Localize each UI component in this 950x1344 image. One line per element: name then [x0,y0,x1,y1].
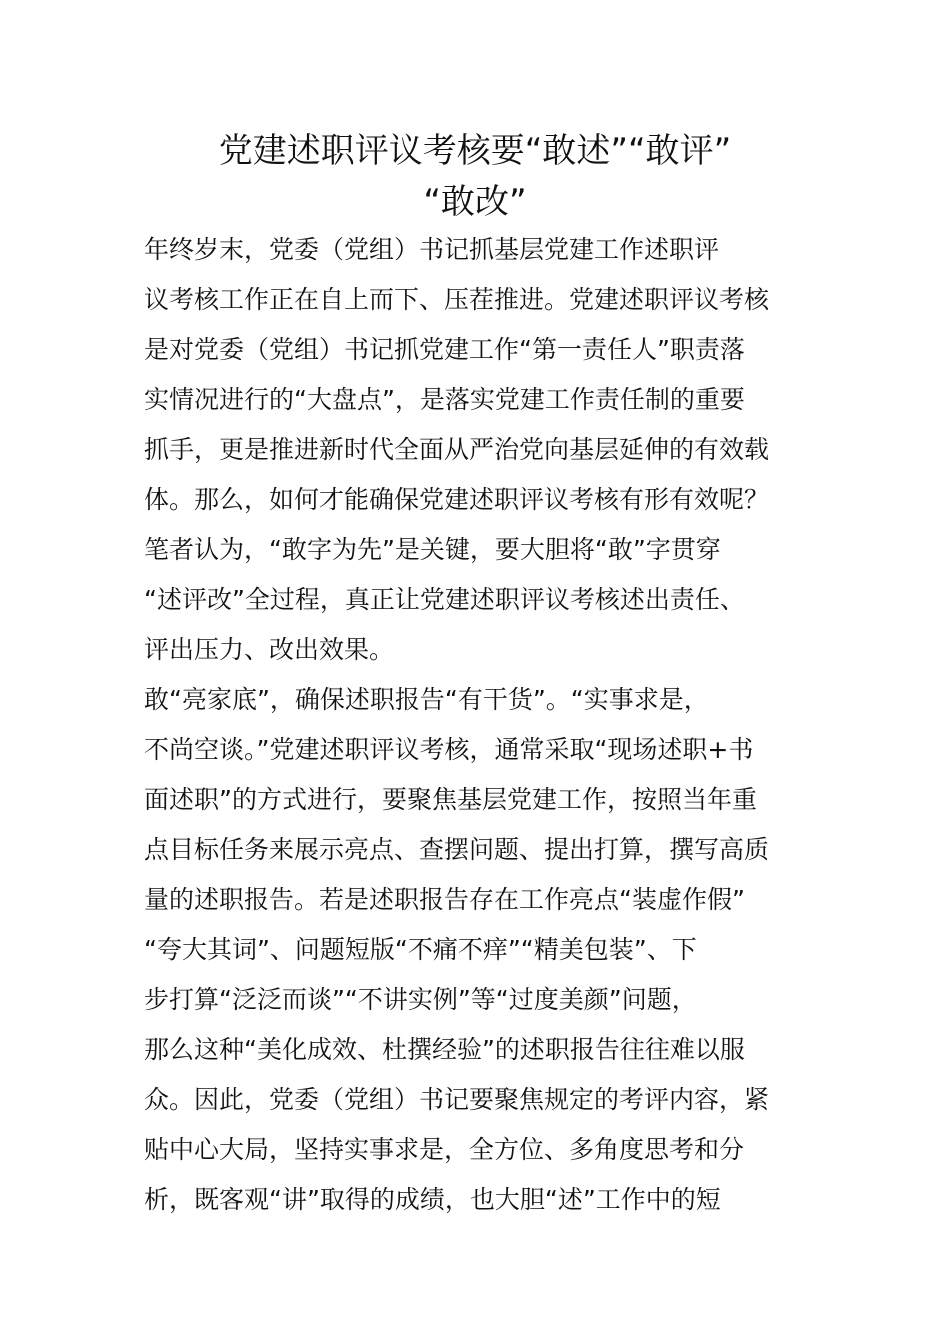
paragraph-line: 敢“亮家底”，确保述职报告“有干货”。“实事求是， [144,685,709,714]
document-title-line-2: “敢改” [423,182,527,222]
paragraph-line: 众。因此，党委（党组）书记要聚焦规定的考评内容，紧 [144,1085,770,1114]
paragraph-line: 笔者认为，“敢字为先”是关键，要大胆将“敢”字贯穿 [144,535,721,564]
paragraph-line: 不尚空谈。”党建述职评议考核，通常采取“现场述职+书 [144,735,754,764]
paragraph-line: 议考核工作正在自上而下、压茬推进。党建述职评议考核 [144,285,770,314]
paragraph-line: 评出压力、改出效果。 [144,635,395,664]
paragraph-line: 抓手，更是推进新时代全面从严治党向基层延伸的有效载 [144,435,770,464]
paragraph-line: 量的述职报告。若是述职报告存在工作亮点“装虚作假” [144,885,745,914]
document-title-line-1: 党建述职评议考核要“敢述”“敢评” [218,131,732,171]
paragraph-line: 析，既客观“讲”取得的成绩，也大胆“述”工作中的短 [144,1185,721,1214]
paragraph-line: 是对党委（党组）书记抓党建工作“第一责任人”职责落 [144,335,745,364]
paragraph-line: 点目标任务来展示亮点、查摆问题、提出打算，撰写高质 [144,835,770,864]
paragraph-line: 实情况进行的“大盘点”，是落实党建工作责任制的重要 [144,385,745,414]
paragraph-line: 年终岁末，党委（党组）书记抓基层党建工作述职评 [144,235,720,264]
paragraph-line: 那么这种“美化成效、杜撰经验”的述职报告往往难以服 [144,1035,745,1064]
paragraph-line: 步打算“泛泛而谈”“不讲实例”等“过度美颜”问题， [144,985,697,1014]
paragraph-line: 体。那么，如何才能确保党建述职评议考核有形有效呢？ [144,485,770,514]
paragraph-line: 面述职”的方式进行，要聚焦基层党建工作，按照当年重 [144,785,757,814]
paragraph-line: 贴中心大局，坚持实事求是，全方位、多角度思考和分 [144,1135,745,1164]
paragraph-line: “夸大其词”、问题短版“不痛不痒”“精美包装”、下 [144,935,697,964]
paragraph-line: “述评改”全过程，真正让党建述职评议考核述出责任、 [144,585,745,614]
